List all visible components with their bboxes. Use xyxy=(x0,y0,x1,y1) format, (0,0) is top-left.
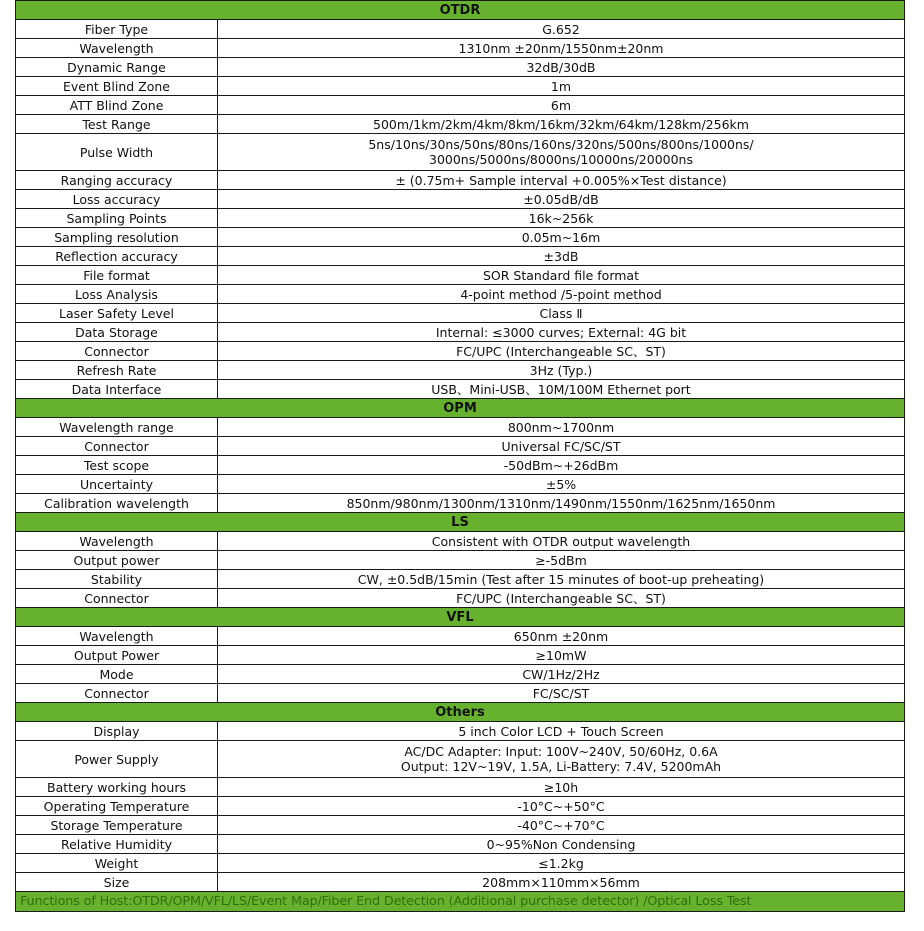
spec-value xyxy=(218,285,905,304)
spec-label: Pulse Width xyxy=(16,134,218,171)
spec-value xyxy=(218,418,905,437)
spec-value-line: USB、Mini-USB、10M/100M Ethernet port xyxy=(431,381,691,397)
spec-label: Output Power xyxy=(16,646,218,665)
spec-label: Operating Temperature xyxy=(16,797,218,816)
section-header-others xyxy=(16,703,905,722)
spec-label: Data Interface xyxy=(16,380,218,399)
spec-value-line: ≥10mW xyxy=(535,647,587,663)
spec-label: Uncertainty xyxy=(16,475,218,494)
spec-row xyxy=(16,58,905,77)
spec-row xyxy=(16,418,905,437)
spec-value-line: ±0.05dB/dB xyxy=(523,191,599,207)
spec-label: Event Blind Zone xyxy=(16,77,218,96)
spec-row xyxy=(16,304,905,323)
spec-value-line: Output: 12V~19V, 1.5A, Li-Battery: 7.4V, 5200mAh xyxy=(400,759,722,774)
spec-value-line: 5ns/10ns/30ns/50ns/80ns/160ns/320ns/500ns/800ns/1000ns/ xyxy=(368,137,754,152)
spec-value-line: CW/1Hz/2Hz xyxy=(522,666,600,682)
spec-value xyxy=(218,741,905,778)
spec-row xyxy=(16,646,905,665)
spec-label: Connector xyxy=(16,342,218,361)
spec-row xyxy=(16,323,905,342)
spec-row xyxy=(16,816,905,835)
spec-label: Battery working hours xyxy=(16,778,218,797)
spec-row xyxy=(16,627,905,646)
spec-row xyxy=(16,741,905,778)
spec-label: Loss Analysis xyxy=(16,285,218,304)
spec-value xyxy=(218,854,905,873)
spec-row xyxy=(16,456,905,475)
spec-label: Wavelength xyxy=(16,532,218,551)
footer-functions-note: Functions of Host:OTDR/OPM/VFL/LS/Event Map/Fiber End Detection (Additional purchase detector) /Optical Loss Test xyxy=(16,892,905,912)
spec-value-line: CW, ±0.5dB/15min (Test after 15 minutes of boot-up preheating) xyxy=(357,571,765,587)
spec-label: Wavelength xyxy=(16,39,218,58)
spec-value xyxy=(218,684,905,703)
spec-value xyxy=(218,171,905,190)
section-header-otdr xyxy=(16,1,905,20)
spec-row xyxy=(16,361,905,380)
spec-table-body xyxy=(16,1,905,912)
spec-row xyxy=(16,475,905,494)
spec-value-line: Universal FC/SC/ST xyxy=(501,438,621,454)
spec-row xyxy=(16,39,905,58)
spec-value-line: ±5% xyxy=(545,476,577,492)
spec-row xyxy=(16,532,905,551)
spec-row xyxy=(16,551,905,570)
spec-value xyxy=(218,797,905,816)
spec-value xyxy=(218,228,905,247)
spec-value-line: Class Ⅱ xyxy=(539,305,583,321)
spec-label: Calibration wavelength xyxy=(16,494,218,513)
section-title: OTDR xyxy=(16,1,905,20)
spec-value xyxy=(218,20,905,39)
spec-label: Output power xyxy=(16,551,218,570)
spec-label: Display xyxy=(16,722,218,741)
section-header-opm xyxy=(16,399,905,418)
spec-label: Connector xyxy=(16,437,218,456)
spec-label: Test Range xyxy=(16,115,218,134)
spec-value-line: 6m xyxy=(550,97,572,113)
spec-value xyxy=(218,115,905,134)
spec-value xyxy=(218,266,905,285)
spec-value xyxy=(218,323,905,342)
spec-label: Loss accuracy xyxy=(16,190,218,209)
spec-row xyxy=(16,115,905,134)
spec-value xyxy=(218,551,905,570)
section-title: Others xyxy=(16,703,905,722)
spec-value-line: -40°C~+70°C xyxy=(517,817,605,833)
spec-label: Sampling resolution xyxy=(16,228,218,247)
spec-label: Laser Safety Level xyxy=(16,304,218,323)
spec-row xyxy=(16,797,905,816)
spec-value-line: ± (0.75m+ Sample interval +0.005%×Test distance) xyxy=(395,172,727,188)
spec-row xyxy=(16,835,905,854)
section-title: LS xyxy=(16,513,905,532)
spec-label: Ranging accuracy xyxy=(16,171,218,190)
spec-value-line: Internal: ≤3000 curves; External: 4G bit xyxy=(435,324,687,340)
spec-value-line: Consistent with OTDR output wavelength xyxy=(431,533,691,549)
spec-value-line: 500m/1km/2km/4km/8km/16km/32km/64km/128km/256km xyxy=(373,116,749,132)
spec-value-line: 16k~256k xyxy=(528,210,594,226)
spec-table xyxy=(15,0,905,912)
spec-row xyxy=(16,96,905,115)
spec-value xyxy=(218,304,905,323)
spec-value-line: 32dB/30dB xyxy=(526,59,596,75)
spec-value xyxy=(218,58,905,77)
spec-value-line: 3000ns/5000ns/8000ns/10000ns/20000ns xyxy=(429,152,693,167)
spec-label: Weight xyxy=(16,854,218,873)
spec-value xyxy=(218,494,905,513)
spec-row xyxy=(16,228,905,247)
spec-value xyxy=(218,873,905,892)
spec-value-line: -50dBm~+26dBm xyxy=(503,457,619,473)
spec-label: Refresh Rate xyxy=(16,361,218,380)
spec-label: Size xyxy=(16,873,218,892)
spec-value-line: ±3dB xyxy=(543,248,579,264)
spec-label: Wavelength xyxy=(16,627,218,646)
spec-row xyxy=(16,209,905,228)
spec-value xyxy=(218,77,905,96)
spec-value xyxy=(218,380,905,399)
spec-label: Sampling Points xyxy=(16,209,218,228)
spec-value xyxy=(218,778,905,797)
spec-value-line: AC/DC Adapter: Input: 100V~240V, 50/60Hz, 0.6A xyxy=(404,744,718,759)
spec-value xyxy=(218,570,905,589)
spec-value xyxy=(218,532,905,551)
spec-row xyxy=(16,190,905,209)
spec-value xyxy=(218,39,905,58)
spec-label: Relative Humidity xyxy=(16,835,218,854)
spec-row xyxy=(16,342,905,361)
spec-value xyxy=(218,589,905,608)
spec-value xyxy=(218,361,905,380)
spec-value xyxy=(218,722,905,741)
spec-row xyxy=(16,570,905,589)
spec-row xyxy=(16,266,905,285)
spec-label: Fiber Type xyxy=(16,20,218,39)
spec-value xyxy=(218,475,905,494)
spec-label: ATT Blind Zone xyxy=(16,96,218,115)
spec-row xyxy=(16,171,905,190)
spec-value-line: 208mm×110mm×56mm xyxy=(482,874,640,890)
section-header-vfl xyxy=(16,608,905,627)
spec-value-line: FC/SC/ST xyxy=(532,685,590,701)
spec-row xyxy=(16,380,905,399)
spec-value-line: ≤1.2kg xyxy=(538,855,584,871)
spec-label: Power Supply xyxy=(16,741,218,778)
spec-value xyxy=(218,190,905,209)
spec-label: Mode xyxy=(16,665,218,684)
spec-value-line: 1310nm ±20nm/1550nm±20nm xyxy=(458,40,664,56)
spec-label: File format xyxy=(16,266,218,285)
spec-value-line: 3Hz (Typ.) xyxy=(529,362,593,378)
spec-row xyxy=(16,722,905,741)
spec-value-line: 800nm~1700nm xyxy=(507,419,615,435)
spec-value xyxy=(218,96,905,115)
spec-row xyxy=(16,134,905,171)
spec-value xyxy=(218,342,905,361)
spec-label: Stability xyxy=(16,570,218,589)
spec-label: Reflection accuracy xyxy=(16,247,218,266)
spec-value-line: 650nm ±20nm xyxy=(513,628,609,644)
spec-value-line: ≥-5dBm xyxy=(535,552,587,568)
spec-row xyxy=(16,285,905,304)
spec-value xyxy=(218,646,905,665)
spec-value-line: ≥10h xyxy=(543,779,579,795)
spec-row xyxy=(16,77,905,96)
spec-row xyxy=(16,437,905,456)
spec-label: Dynamic Range xyxy=(16,58,218,77)
spec-label: Data Storage xyxy=(16,323,218,342)
spec-value-line: 4-point method /5-point method xyxy=(460,286,662,302)
footer-row xyxy=(16,892,905,912)
spec-row xyxy=(16,684,905,703)
spec-value xyxy=(218,665,905,684)
spec-row xyxy=(16,247,905,266)
spec-value-line: -10°C~+50°C xyxy=(517,798,605,814)
spec-value-line: SOR Standard file format xyxy=(483,267,639,283)
spec-label: Wavelength range xyxy=(16,418,218,437)
section-title: VFL xyxy=(16,608,905,627)
spec-value-line: FC/UPC (Interchangeable SC、ST) xyxy=(456,590,666,606)
spec-row xyxy=(16,665,905,684)
spec-row xyxy=(16,873,905,892)
spec-row xyxy=(16,20,905,39)
spec-value-line: 0.05m~16m xyxy=(521,229,601,245)
spec-value xyxy=(218,816,905,835)
spec-value-line: G.652 xyxy=(542,21,580,37)
spec-value xyxy=(218,835,905,854)
spec-value xyxy=(218,456,905,475)
section-header-ls xyxy=(16,513,905,532)
spec-row xyxy=(16,854,905,873)
spec-label: Connector xyxy=(16,589,218,608)
spec-value xyxy=(218,209,905,228)
spec-value xyxy=(218,247,905,266)
spec-value xyxy=(218,134,905,171)
spec-value-line: 0~95%Non Condensing xyxy=(486,836,636,852)
spec-row xyxy=(16,778,905,797)
spec-value-line: 850nm/980nm/1300nm/1310nm/1490nm/1550nm/1625nm/1650nm xyxy=(346,495,776,511)
spec-value-line: 5 inch Color LCD + Touch Screen xyxy=(458,723,664,739)
spec-row xyxy=(16,589,905,608)
spec-value-line: 1m xyxy=(550,78,572,94)
spec-label: Storage Temperature xyxy=(16,816,218,835)
spec-row xyxy=(16,494,905,513)
spec-label: Test scope xyxy=(16,456,218,475)
section-title: OPM xyxy=(16,399,905,418)
spec-label: Connector xyxy=(16,684,218,703)
spec-value xyxy=(218,437,905,456)
spec-value-line: FC/UPC (Interchangeable SC、ST) xyxy=(456,343,666,359)
spec-value xyxy=(218,627,905,646)
